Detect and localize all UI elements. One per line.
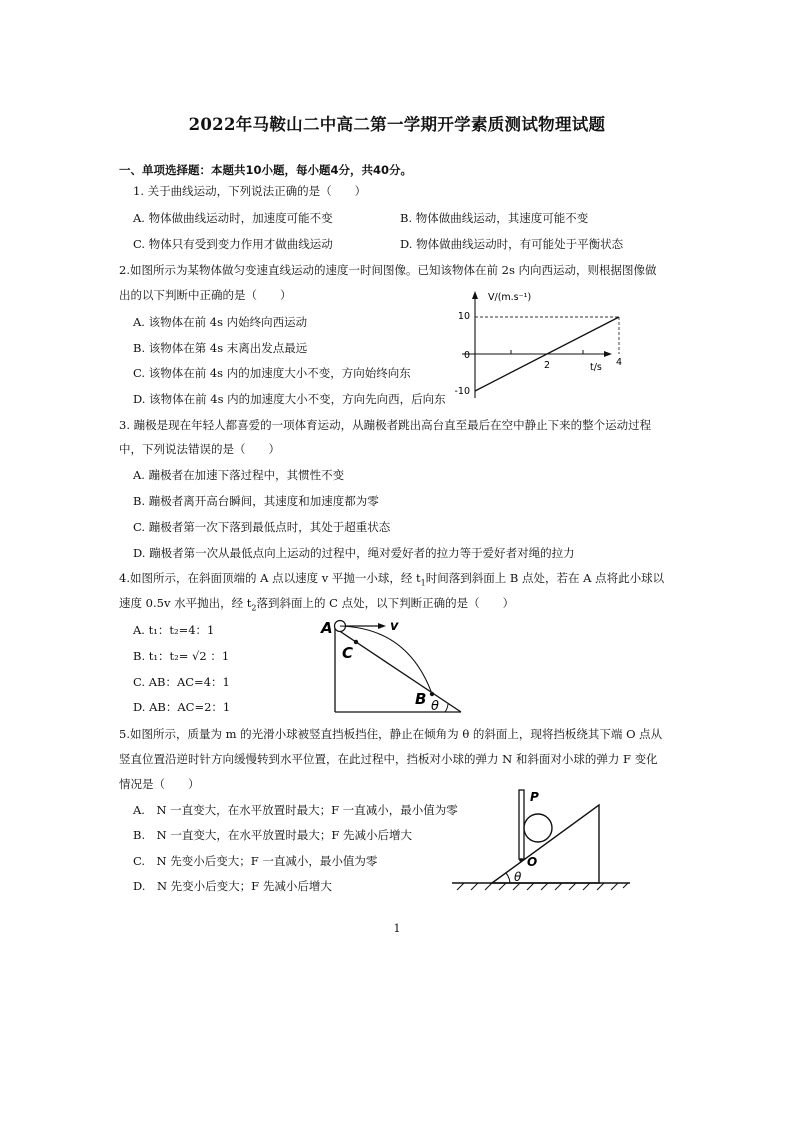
ground-hatching	[457, 883, 628, 890]
q4-subscript-2: 2	[251, 603, 257, 613]
graph-t-axis-arrow	[604, 351, 612, 357]
angle-arc	[445, 704, 448, 712]
label-theta-q5: θ	[514, 870, 522, 884]
graph-ytick-bottom: -10	[454, 386, 470, 397]
velocity-arrowhead	[378, 623, 386, 629]
q4-stem-line1	[119, 571, 664, 590]
q3-option-d: D. 蹦极者第一次从最低点向上运动的过程中，绳对爱好者的拉力等于爱好者对绳的拉力	[133, 546, 575, 560]
ball-board-incline-figure	[452, 785, 632, 891]
q4-option-a: A. t₁：t₂=4：1	[133, 623, 215, 637]
q1-option-c: C. 物体只有受到变力作用才做曲线运动	[133, 237, 333, 251]
q4-subscript-1: 1	[420, 578, 426, 588]
graph-ytick-zero: 0	[463, 350, 470, 361]
label-b: B	[415, 690, 427, 708]
q3-option-c: C. 蹦极者第一次下落到最低点时，其处于超重状态	[133, 520, 391, 534]
section-heading: 一、单项选择题：本题共10小题，每小题4分，共40分。	[119, 163, 413, 177]
point-c-dot	[354, 640, 358, 644]
q2-stem-line1: 2.如图所示为某物体做匀变速直线运动的速度一时间图像。已知该物体在前 2s 内向西运动，则根据图像做	[119, 263, 657, 277]
q4-stem-line2	[119, 596, 514, 615]
q2-option-c: C. 该物体在前 4s 内的加速度大小不变，方向始终向东	[133, 366, 411, 380]
q4-stem-line1-part2: 时间落到斜面上 B 点处，若在 A 点将此小球以	[425, 571, 665, 585]
label-p: P	[530, 790, 539, 804]
q2-option-d: D. 该物体在前 4s 内的加速度大小不变，方向先向西，后向东	[133, 392, 446, 406]
page-number: 1	[393, 922, 401, 935]
q3-stem-line1: 3. 蹦极是现在年轻人都喜爱的一项体育运动，从蹦极者跳出高台直至最后在空中静止下来的整个运动过程	[119, 418, 652, 432]
point-b-dot	[430, 692, 434, 696]
q3-option-b: B. 蹦极者离开高台瞬间，其速度和加速度都为零	[133, 494, 379, 508]
q1-stem: 1. 关于曲线运动，下列说法正确的是（ ）	[133, 184, 367, 198]
angle-arc-theta	[506, 873, 510, 883]
incline-slope	[335, 628, 461, 712]
label-o: O	[527, 855, 538, 869]
q4-stem-line2-part2: 落到斜面上的 C 点处，以下判断正确的是（ ）	[256, 596, 515, 610]
q5-stem-line1: 5.如图所示，质量为 m 的光滑小球被竖直挡板挡住，静止在倾角为 θ 的斜面上，现将挡板绕其下端 O 点从	[119, 727, 663, 741]
graph-v-axis-arrow	[472, 291, 478, 299]
q5-stem-line2: 竖直位置沿逆时针方向缓慢转到水平位置，在此过程中，挡板对小球的弹力 N 和斜面对小球的弹力 F 变化	[119, 752, 658, 766]
projectile-incline-figure	[318, 616, 468, 716]
q4-option-d: D. AB：AC=2：1	[133, 700, 231, 714]
exam-title: 2022年马鞍山二中高二第一学期开学素质测试物理试题	[188, 115, 606, 134]
label-c: C	[342, 644, 354, 662]
graph-ytick-top: 10	[457, 311, 470, 322]
label-a: A	[321, 619, 333, 637]
q4-stem-line1-part1: 4.如图所示，在斜面顶端的 A 点以速度 v 平抛一小球，经 t	[119, 571, 421, 585]
label-theta: θ	[431, 699, 439, 714]
graph-t-axis-label: t/s	[590, 362, 602, 373]
q5-stem-line3: 情况是（ ）	[119, 777, 200, 791]
q5-option-d: D. N 先变小后变大；F 先减小后增大	[133, 879, 332, 893]
q1-option-b: B. 物体做曲线运动，其速度可能不变	[400, 211, 589, 225]
graph-xtick-2: 2	[543, 360, 551, 371]
q5-option-a: A. N 一直变大，在水平放置时最大；F 一直减小，最小值为零	[133, 803, 458, 817]
q3-stem-line2: 中，下列说法错误的是（ ）	[119, 442, 280, 456]
q4-stem-line2-part1: 速度 0.5v 水平抛出，经 t	[119, 596, 252, 610]
smooth-ball	[524, 814, 552, 842]
q4-option-c: C. AB：AC=4：1	[133, 675, 230, 689]
q2-option-a: A. 该物体在前 4s 内始终向西运动	[133, 315, 308, 329]
graph-xtick-4: 4	[615, 357, 623, 368]
q1-option-d: D. 物体做曲线运动时，有可能处于平衡状态	[400, 237, 624, 251]
velocity-time-graph	[440, 288, 623, 400]
q2-stem-line2: 出的以下判断中正确的是（ ）	[119, 288, 292, 302]
graph-v-axis-label: V/(m.s⁻¹)	[488, 292, 532, 303]
label-v: v	[390, 619, 399, 634]
q4-option-b: B. t₁：t₂= √2 ：1	[133, 649, 230, 663]
q5-option-b: B. N 一直变大，在水平放置时最大；F 先减小后增大	[133, 828, 412, 842]
q3-option-a: A. 蹦极者在加速下落过程中，其惯性不变	[133, 468, 345, 482]
vertical-board-p	[519, 790, 524, 859]
q1-option-a: A. 物体做曲线运动时，加速度可能不变	[133, 211, 333, 225]
q5-option-c: C. N 先变小后变大；F 一直减小，最小值为零	[133, 854, 378, 868]
pivot-o-dot	[519, 858, 523, 862]
q2-option-b: B. 该物体在第 4s 末离出发点最远	[133, 341, 308, 355]
